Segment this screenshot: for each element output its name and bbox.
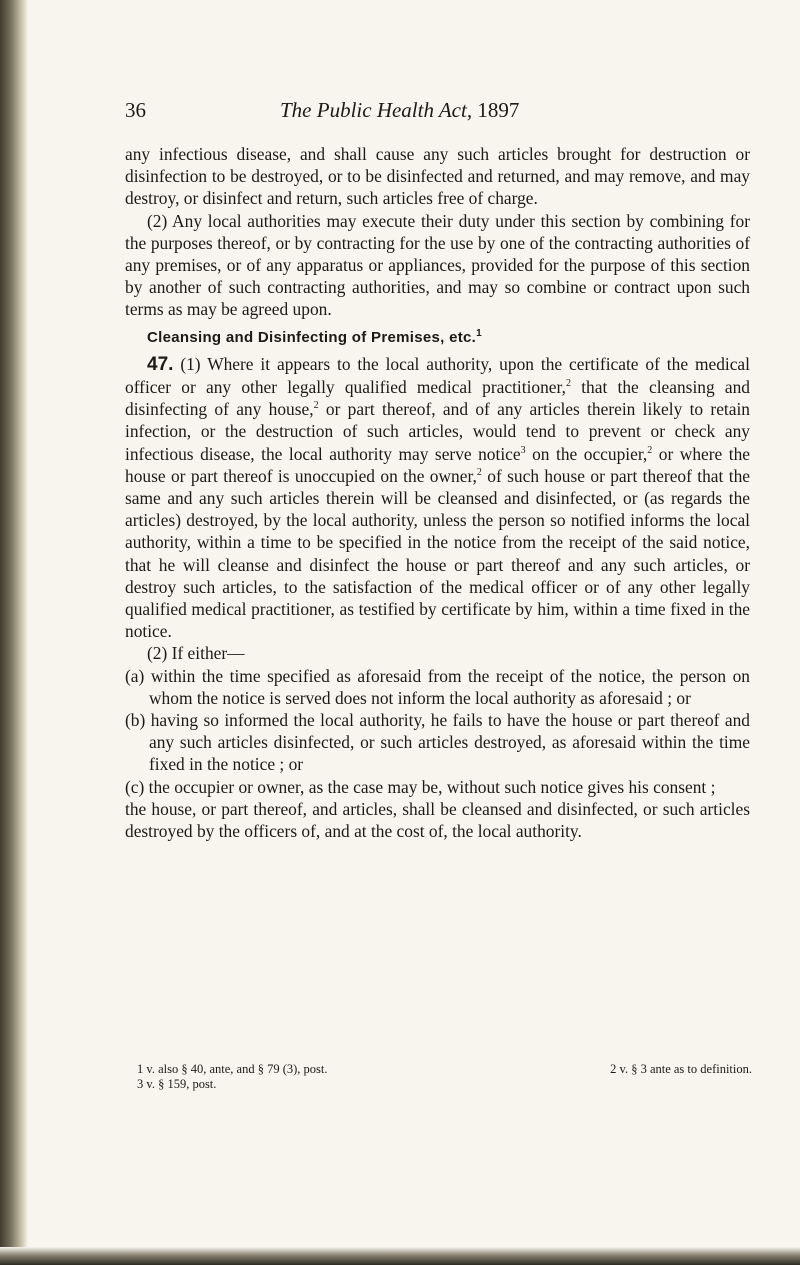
running-header [125,98,745,126]
running-title [280,98,519,123]
running-title-text: The Public Health Act, [280,98,473,122]
section-number: 47. [147,353,174,375]
footnote-ref: 2 [565,378,571,390]
footnote-row [137,1062,752,1077]
footnote: 3 v. § 159, post. [137,1077,217,1091]
paragraph: any infectious disease, and shall cause any such articles brought for destruction or disinfection to be destroyed, or to be disinfected and returned, and may remove, and may destroy, or disinfect and return, such articles free of charge. [125,144,750,209]
text-run: or part thereof, and of any articles therein likely to retain infection, or the destruction of such articles, would tend to prevent or check any infectious disease, the local authority may serve notice [125,399,751,464]
section-heading [147,327,750,349]
footnotes [137,1062,752,1092]
footnote-ref: 3 [520,444,526,456]
text-run: (1) Where it appears to the local authority, upon the certificate of the medical officer or any other legally qualified medical practitioner, [125,353,750,398]
footnote-ref: 2 [647,444,653,456]
paragraph: (2) If either— [147,643,245,664]
section-heading-text: Cleansing and Disinfecting of Premises, etc. [147,328,477,346]
page-number: 36 [125,98,146,122]
footnote: 2 v. § 3 ante as to definition. [610,1062,752,1076]
paragraph: (2) Any local authorities may execute their duty under this section by combining for the purposes thereof, or by contracting for the use by one of the contracting authorities of any premises, or of any apparatus or appliances, provided for the purpose of this section by another of such contracting authorities, and may so combine or contract upon such terms as may be agreed upon. [125,210,750,320]
list-item: (b) having so informed the local authority, he fails to have the house or part thereof and any such articles disinfected, or such articles destroyed, as aforesaid within the time fixed in the notice ; or [125,710,750,775]
paragraph: the house, or part thereof, and articles, shall be cleansed and disinfected, or such articles destroyed by the officers of, and at the cost of, the local authority. [125,798,750,842]
running-title-year: 1897 [477,98,520,122]
page-bottom-edge [0,1247,800,1265]
list-item: (c) the occupier or owner, as the case may be, without such notice gives his consent ; [125,776,716,797]
footnote-ref: 1 [476,327,482,339]
text-run: on the occupier, [525,443,648,464]
section-47-paragraph [125,353,750,643]
text-run: that the cleansing and disinfecting of any house, [125,377,751,420]
footnote-ref: 2 [313,400,319,412]
text-run: or where the house or part thereof is unoccupied on the owner, [125,443,751,486]
binding-gutter [0,0,28,1265]
text-run: of such house or part thereof that the same and any such articles therein will be cleansed and disinfected, or (as regards the articles) destroyed, by the local authority, unless the person so notified informs the local authority, within a time to be specified in the notice from the receipt of the said notice, that he will cleanse and disinfect the house or part thereof and any such articles, or destroy such articles, to the satisfaction of the medical officer or of any other legally qualified medical practitioner, as testified by certificate by him, within a time fixed in the notice. [125,465,750,642]
body-text [125,143,750,842]
footnote: 1 v. also § 40, ante, and § 79 (3), post. [137,1062,328,1076]
list-item: (a) within the time specified as aforesaid from the receipt of the notice, the person on whom the notice is served does not inform the local authority as aforesaid ; or [125,665,750,708]
footnote-ref: 2 [476,467,482,479]
